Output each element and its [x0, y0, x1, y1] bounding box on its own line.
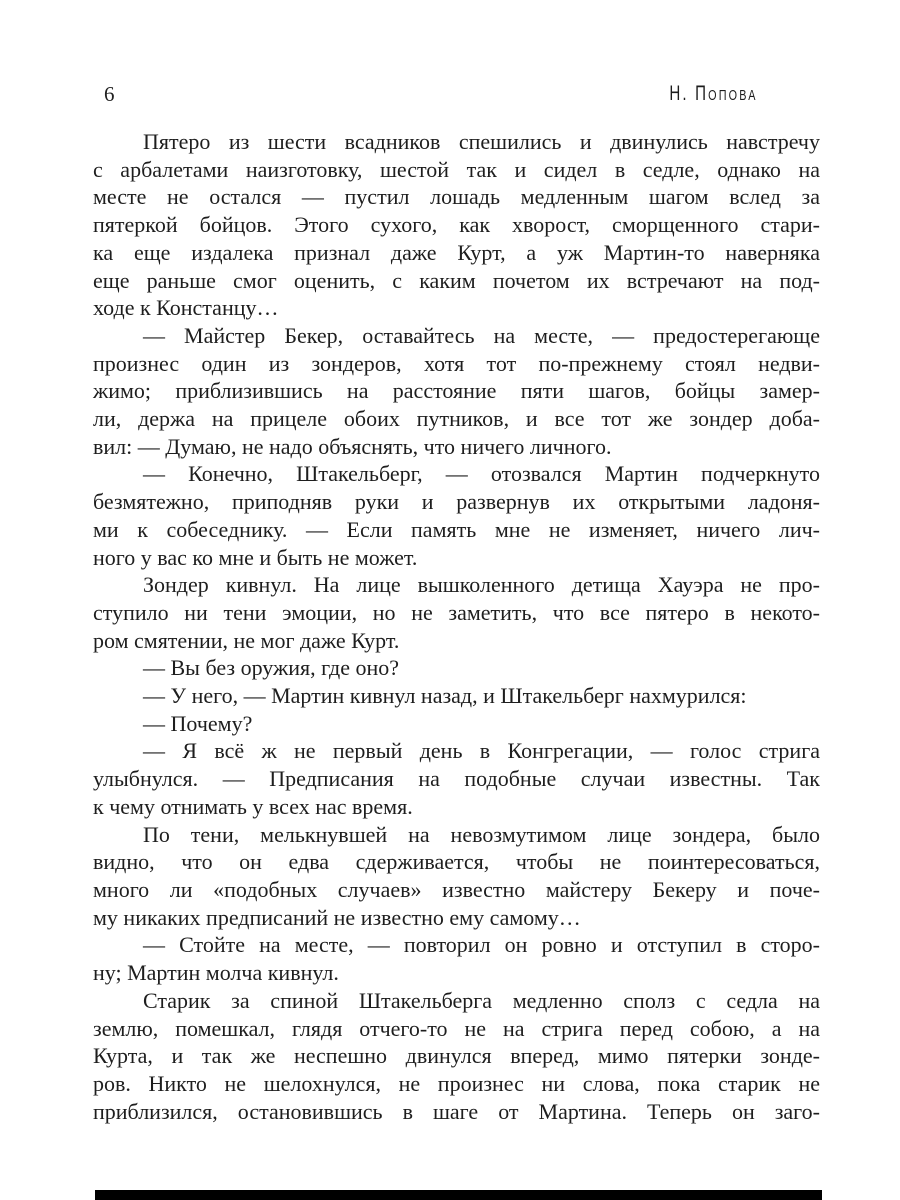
text-line: видно, что он едва сдерживается, чтобы не поинтересоваться, — [93, 849, 820, 875]
text-line: — У него, — Мартин кивнул назад, и Штакельберг нахмурился: — [143, 683, 747, 709]
text-block — [93, 128, 820, 1125]
text-line: ром смятении, не мог даже Курт. — [93, 627, 400, 653]
text-line: По тени, мелькнувшей на невозмутимом лице зондера, было — [143, 821, 820, 847]
text-line: Старик за спиной Штакельберга медленно сполз с седла на — [143, 987, 820, 1013]
text-line: ли, держа на прицеле обоих путников, и все тот же зондер доба- — [93, 406, 820, 432]
text-line: Зондер кивнул. На лице вышколенного детища Хауэра не про- — [143, 572, 820, 598]
paragraph — [93, 710, 820, 738]
text-line: Пятеро из шести всадников спешились и двинулись навстречу — [143, 129, 820, 154]
text-line: жимо; приблизившись на расстояние пяти шагов, бойцы замер- — [93, 378, 820, 404]
running-head-author: Н. Попова — [669, 82, 758, 105]
text-line: — Майстер Бекер, оставайтесь на месте, — предостерегающе — [143, 322, 820, 348]
text-line: улыбнулся. — Предписания на подобные случаи известны. Так — [93, 766, 820, 792]
paragraph — [93, 821, 820, 932]
text-line: месте не остался — пустил лошадь медленным шагом вслед за — [93, 184, 820, 210]
text-line: пятеркой бойцов. Этого сухого, как хворост, сморщенного стари- — [93, 212, 820, 238]
text-line: еще раньше смог оценить, с каким почетом их встречают на под- — [93, 267, 820, 293]
text-line: землю, помешкал, глядя отчего-то не на стрига перед собою, а на — [93, 1015, 820, 1041]
paragraph — [93, 682, 820, 710]
text-line: ми к собеседнику. — Если память мне не изменяет, ничего лич- — [93, 516, 820, 542]
text-line: ров. Никто не шелохнулся, не произнес ни слова, пока старик не — [93, 1070, 820, 1096]
text-line: — Конечно, Штакельберг, — отозвался Мартин подчеркнуто — [143, 461, 820, 487]
page-number: 6 — [104, 82, 115, 106]
text-line: ступило ни тени эмоции, но не заметить, что все пятеро в некото- — [93, 599, 820, 625]
reading-progress-bar — [95, 1190, 822, 1200]
text-line: вил: — Думаю, не надо объяснять, что ничего личного. — [93, 433, 612, 459]
text-line: — Я всё ж не первый день в Конгрегации, — голос стрига — [143, 738, 820, 764]
paragraph — [93, 654, 820, 682]
text-line: ного у вас ко мне и быть не может. — [93, 544, 418, 570]
text-line: много ли «подобных случаев» известно майстеру Бекеру и поче- — [93, 876, 820, 902]
paragraph — [93, 571, 820, 654]
text-line: — Стойте на месте, — повторил он ровно и отступил в сторо- — [143, 932, 820, 958]
paragraph — [93, 931, 820, 986]
text-line: — Вы без оружия, где оно? — [143, 655, 400, 681]
text-line: к чему отнимать у всех нас время. — [93, 793, 413, 819]
text-line: безмятежно, приподняв руки и развернув их открытыми ладоня- — [93, 489, 820, 515]
text-line: му никаких предписаний не известно ему самому… — [93, 904, 581, 930]
text-line: ходе к Констанцу… — [93, 295, 279, 321]
paragraph — [93, 460, 820, 571]
paragraph — [93, 987, 820, 1126]
paragraph — [93, 128, 820, 322]
text-line: произнес один из зондеров, хотя тот по-прежнему стоял недви- — [93, 350, 820, 376]
text-line: ну; Мартин молча кивнул. — [93, 960, 339, 986]
paragraph — [93, 737, 820, 820]
text-line: — Почему? — [143, 710, 253, 736]
text-line: Курта, и так же неспешно двинулся вперед, мимо пятерки зонде- — [93, 1043, 820, 1069]
text-line: с арбалетами наизготовку, шестой так и сидел в седле, однако на — [93, 156, 820, 182]
text-line: приблизился, остановившись в шаге от Мартина. Теперь он заго- — [93, 1098, 820, 1124]
text-line: ка еще издалека признал даже Курт, а уж Мартин-то наверняка — [93, 239, 820, 265]
paragraph — [93, 322, 820, 461]
